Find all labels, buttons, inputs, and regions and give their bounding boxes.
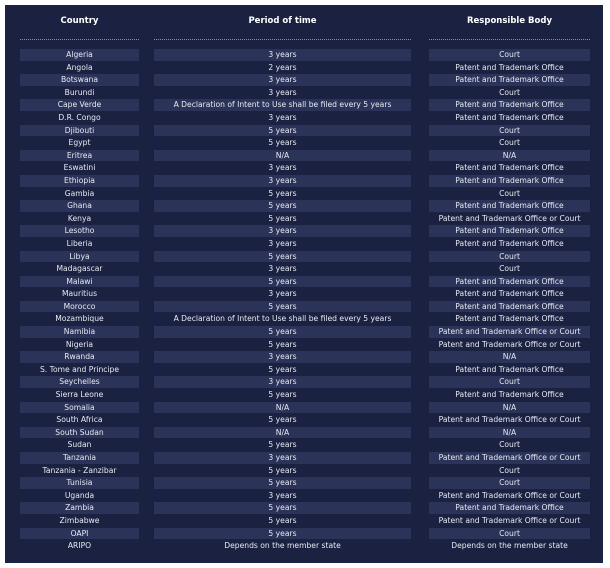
period-cell: 5 years [268,415,297,425]
table-row [5,62,603,75]
responsible-body-cell: Court [429,528,590,540]
table-header [5,5,603,41]
period-cell: 3 years [154,452,411,464]
table-row [5,414,603,427]
country-cell: ARIPO [67,541,92,551]
responsible-body-cell: Patent and Trademark Office [429,99,590,111]
country-cell: Madagascar [56,264,103,274]
responsible-body-cell: Patent and Trademark Office [455,112,564,122]
period-cell: 3 years [268,264,297,274]
country-cell: Sierra Leone [55,390,104,400]
period-cell: 5 years [154,251,411,263]
header-period: Period of time [248,16,317,26]
country-cell: Ghana [20,200,139,212]
country-cell: Seychelles [20,376,139,388]
responsible-body-cell: N/A [429,150,590,162]
table-row [5,150,603,163]
table-row [5,376,603,389]
country-cell: Zambia [20,502,139,514]
period-cell: 3 years [268,163,297,173]
country-cell: Lesotho [20,225,139,237]
table-row [5,200,603,213]
responsible-body-cell: N/A [429,351,590,363]
table-row [5,465,603,478]
responsible-body-cell: Patent and Trademark Office [455,238,564,248]
table-row [5,313,603,326]
period-cell: 3 years [268,112,297,122]
responsible-body-cell: Court [429,49,590,61]
country-cell: D.R. Congo [58,112,101,122]
responsible-body-cell: Court [499,264,520,274]
responsible-body-cell: Court [429,477,590,489]
period-cell: N/A [154,402,411,414]
header-divider-country [20,39,139,40]
period-cell: 5 years [268,364,297,374]
responsible-body-cell: Patent and Trademark Office or Court [438,213,581,223]
country-cell: Ethiopia [20,175,139,187]
period-cell: 2 years [268,62,297,72]
period-cell: 5 years [154,326,411,338]
table-row [5,301,603,314]
country-cell: Liberia [66,238,93,248]
table-row [5,364,603,377]
table-row [5,540,603,553]
period-cell: N/A [154,150,411,162]
responsible-body-cell: Court [429,376,590,388]
table-row [5,188,603,201]
responsible-body-cell: Court [499,188,520,198]
country-cell: Rwanda [20,351,139,363]
table-row [5,427,603,440]
responsible-body-cell: Patent and Trademark Office [429,200,590,212]
period-cell: 3 years [154,74,411,86]
table-row [5,439,603,452]
table-row [5,74,603,87]
responsible-body-cell: Patent and Trademark Office [455,314,564,324]
header-country: Country [60,16,99,26]
country-cell: Gambia [64,188,95,198]
responsible-body-cell: Patent and Trademark Office [429,502,590,514]
country-cell: Eritrea [20,150,139,162]
country-cell: Cape Verde [20,99,139,111]
responsible-body-cell: Patent and Trademark Office [455,163,564,173]
period-cell: 5 years [268,188,297,198]
table-row [5,87,603,100]
table-row [5,213,603,226]
country-cell: Mauritius [61,289,98,299]
period-cell: 3 years [154,49,411,61]
country-cell: Libya [20,251,139,263]
table-row [5,389,603,402]
country-cell: Mozambique [55,314,104,324]
period-cell: 3 years [268,490,297,500]
table-row [5,477,603,490]
period-cell: 5 years [154,477,411,489]
table-row [5,175,603,188]
responsible-body-cell: Patent and Trademark Office [429,225,590,237]
period-cell: 3 years [268,238,297,248]
responsible-body-cell: Court [499,465,520,475]
responsible-body-cell: N/A [429,402,590,414]
table-row [5,276,603,289]
header-body: Responsible Body [467,16,552,26]
responsible-body-cell: Court [429,251,590,263]
table-body [5,49,603,553]
table-row [5,263,603,276]
country-cell: Algeria [20,49,139,61]
table-row [5,502,603,515]
table-row [5,112,603,125]
responsible-body-cell: Patent and Trademark Office or Court [438,339,581,349]
country-cell: Kenya [67,213,92,223]
period-cell: 3 years [154,175,411,187]
country-cell: Nigeria [65,339,94,349]
table-row [5,251,603,264]
period-cell: A Declaration of Intent to Use shall be filed every 5 years [173,314,392,324]
responsible-body-cell: N/A [429,427,590,439]
period-cell: N/A [154,427,411,439]
period-cell: 5 years [268,440,297,450]
table-row [5,162,603,175]
period-cell: 5 years [154,200,411,212]
country-cell: Tanzania - Zanzibar [42,465,117,475]
country-cell: Egypt [68,138,91,148]
responsible-body-cell: Court [499,138,520,148]
country-cell: Eswatini [63,163,96,173]
header-divider-body [429,39,590,40]
period-cell: 5 years [154,276,411,288]
country-cell: Morocco [20,301,139,313]
country-cell: Burundi [64,87,95,97]
header-divider-period [154,39,411,40]
responsible-body-cell: Patent and Trademark Office [455,364,564,374]
country-cell: Sudan [67,440,92,450]
responsible-body-cell: Patent and Trademark Office [455,390,564,400]
table-row [5,339,603,352]
period-cell: 5 years [154,528,411,540]
responsible-body-cell: Patent and Trademark Office [455,62,564,72]
table-row [5,402,603,415]
period-cell: 5 years [154,502,411,514]
period-cell: 5 years [154,125,411,137]
responsible-body-cell: Court [499,87,520,97]
responsible-body-cell: Court [429,125,590,137]
table-row [5,238,603,251]
period-cell: 5 years [268,213,297,223]
country-cell: Namibia [20,326,139,338]
period-cell: 5 years [268,465,297,475]
responsible-body-cell: Patent and Trademark Office or Court [438,515,581,525]
responsible-body-cell: Patent and Trademark Office or Court [429,326,590,338]
country-cell: S. Tome and Principe [39,364,120,374]
period-cell: 3 years [154,225,411,237]
table-row [5,452,603,465]
period-cell: 5 years [268,515,297,525]
period-cell: 5 years [268,390,297,400]
table-row [5,99,603,112]
responsible-body-cell: Court [499,440,520,450]
period-cell: Depends on the member state [224,541,341,551]
table-row [5,490,603,503]
country-cell: South Sudan [20,427,139,439]
country-cell: Botswana [20,74,139,86]
country-cell: Zimbabwe [59,515,100,525]
responsible-body-cell: Patent and Trademark Office [429,74,590,86]
period-cell: 3 years [268,87,297,97]
table-row [5,351,603,364]
country-cell: OAPI [20,528,139,540]
table-row [5,288,603,301]
period-cell: 5 years [154,301,411,313]
trademark-table [5,5,603,563]
table-row [5,528,603,541]
country-cell: Somalia [20,402,139,414]
period-cell: 5 years [268,138,297,148]
responsible-body-cell: Patent and Trademark Office [429,301,590,313]
country-cell: Angola [66,62,93,72]
responsible-body-cell: Depends on the member state [451,541,568,551]
country-cell: Tunisia [20,477,139,489]
responsible-body-cell: Patent and Trademark Office or Court [438,490,581,500]
period-cell: 3 years [268,289,297,299]
responsible-body-cell: Patent and Trademark Office [429,276,590,288]
table-row [5,515,603,528]
country-cell: Tanzania [20,452,139,464]
period-cell: 3 years [154,376,411,388]
table-row [5,326,603,339]
period-cell: 3 years [154,351,411,363]
table-row [5,125,603,138]
country-cell: Malawi [20,276,139,288]
responsible-body-cell: Patent and Trademark Office or Court [429,452,590,464]
period-cell: A Declaration of Intent to Use shall be filed every 5 years [154,99,411,111]
period-cell: 5 years [268,339,297,349]
country-cell: Uganda [64,490,95,500]
table-row [5,137,603,150]
country-cell: South Africa [56,415,103,425]
table-row [5,225,603,238]
responsible-body-cell: Patent and Trademark Office [455,289,564,299]
table-row [5,49,603,62]
responsible-body-cell: Patent and Trademark Office [429,175,590,187]
country-cell: Djibouti [20,125,139,137]
responsible-body-cell: Patent and Trademark Office or Court [438,415,581,425]
